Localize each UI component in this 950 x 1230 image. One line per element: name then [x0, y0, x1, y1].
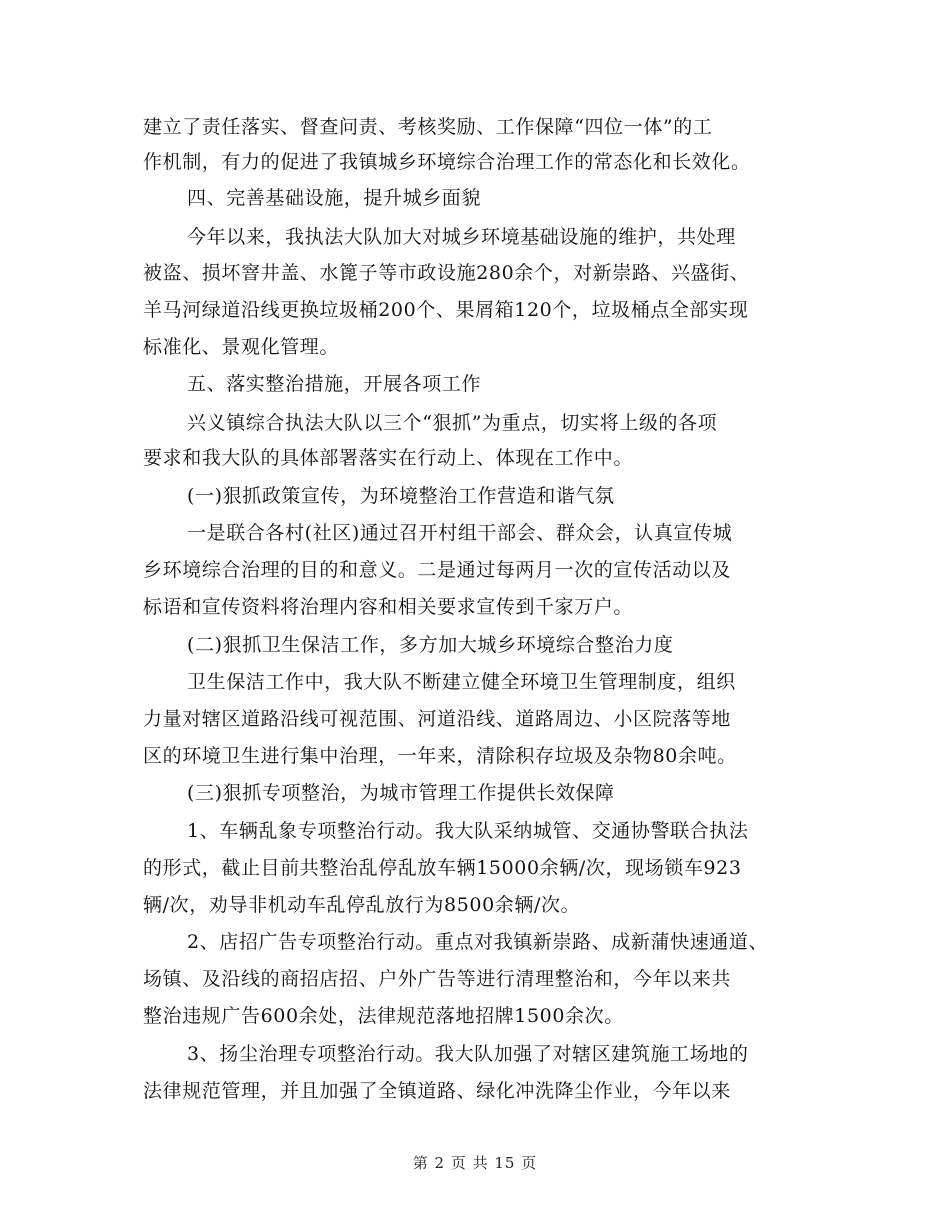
- paragraph-line: 3、扬尘治理专项整治行动。我大队加强了对辖区建筑施工场地的: [187, 1043, 749, 1065]
- paragraph-line: 今年以来，我执法大队加大对城乡环境基础设施的维护，共处理: [187, 226, 736, 248]
- paragraph-line: 场镇、及沿线的商招店招、户外广告等进行清理整治和，今年以来共: [143, 968, 732, 990]
- subsection-heading: (一)狠抓政策宣传，为环境整治工作营造和谐气氛: [187, 485, 615, 507]
- page-number-footer: 第 2 页 共 15 页: [412, 1154, 538, 1172]
- paragraph-line: 乡环境综合治理的目的和意义。二是通过每两月一次的宣传活动以及: [143, 559, 732, 581]
- section-heading: 四、完善基础设施，提升城乡面貌: [187, 187, 482, 209]
- paragraph-line: 建立了责任落实、督查问责、考核奖励、工作保障“四位一体”的工: [143, 116, 713, 138]
- paragraph-line: 1、车辆乱象专项整治行动。我大队采纳城管、交通协警联合执法: [187, 820, 749, 842]
- paragraph-line: 的形式，截止目前共整治乱停乱放车辆15000余辆/次，现场锁车923: [143, 857, 742, 879]
- paragraph-line: 作机制，有力的促进了我镇城乡环境综合治理工作的常态化和长效化。: [143, 151, 751, 173]
- paragraph-line: 2、店招广告专项整治行动。重点对我镇新崇路、成新蒲快速通道、: [187, 931, 769, 953]
- subsection-heading: (三)狠抓专项整治，为城市管理工作提供长效保障: [187, 782, 615, 804]
- paragraph-line: 一是联合各村(社区)通过召开村组干部会、群众会，认真宣传城: [187, 522, 733, 544]
- section-heading: 五、落实整治措施，开展各项工作: [187, 373, 482, 395]
- paragraph-line: 区的环境卫生进行集中治理，一年来，清除积存垃圾及杂物80余吨。: [143, 745, 737, 767]
- subsection-heading: (二)狠抓卫生保洁工作，多方加大城乡环境综合整治力度: [187, 634, 674, 656]
- paragraph-line: 要求和我大队的具体部署落实在行动上、体现在工作中。: [143, 447, 634, 469]
- paragraph-line: 法律规范管理，并且加强了全镇道路、绿化冲洗降尘作业，今年以来: [143, 1080, 732, 1102]
- paragraph-line: 辆/次，劝导非机动车乱停乱放行为8500余辆/次。: [143, 894, 581, 916]
- paragraph-line: 整治违规广告600余处，法律规范落地招牌1500余次。: [143, 1005, 624, 1027]
- paragraph-line: 标准化、景观化管理。: [143, 336, 340, 358]
- paragraph-line: 力量对辖区道路沿线可视范围、河道沿线、道路周边、小区院落等地: [143, 708, 732, 730]
- paragraph-line: 卫生保洁工作中，我大队不断建立健全环境卫生管理制度，组织: [187, 671, 736, 693]
- paragraph-line: 兴义镇综合执法大队以三个“狠抓”为重点，切实将上级的各项: [187, 412, 718, 434]
- paragraph-line: 羊马河绿道沿线更换垃圾桶200个、果屑箱120个，垃圾桶点全部实现: [143, 299, 749, 321]
- paragraph-line: 标语和宣传资料将治理内容和相关要求宣传到千家万户。: [143, 596, 634, 618]
- paragraph-line: 被盗、损坏窨井盖、水篦子等市政设施280余个，对新崇路、兴盛街、: [143, 262, 750, 284]
